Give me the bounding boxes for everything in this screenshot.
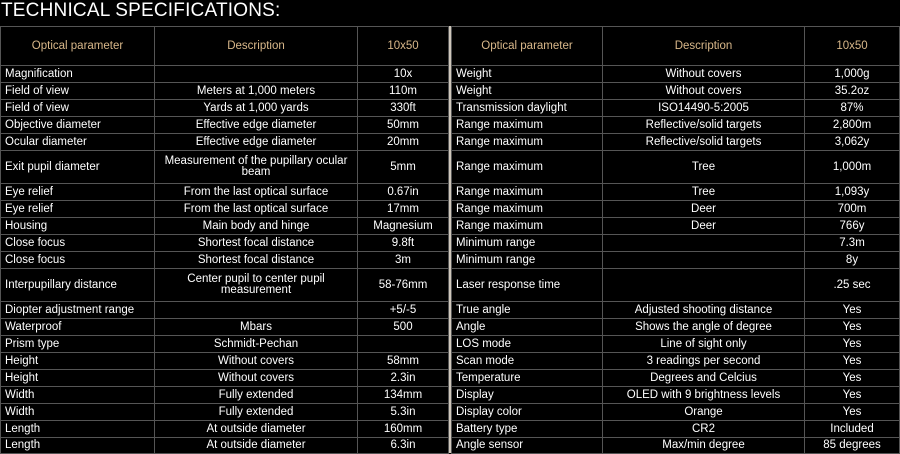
value-cell: 9.8ft (358, 235, 449, 252)
table-row (1, 421, 449, 438)
description-cell: Shows the angle of degree (603, 319, 805, 336)
description-cell: Tree (603, 151, 805, 184)
parameter-cell: Height (1, 370, 155, 387)
description-cell: Shortest focal distance (155, 252, 358, 269)
value-cell: 766y (805, 218, 900, 235)
value-cell: +5/-5 (358, 302, 449, 319)
parameter-cell: Length (1, 421, 155, 438)
table-row (1, 302, 449, 319)
left-spec-table (0, 26, 449, 454)
description-cell: At outside diameter (155, 438, 358, 454)
table-row (1, 218, 449, 235)
description-cell: Fully extended (155, 404, 358, 421)
table-row (452, 269, 900, 302)
description-cell: Main body and hinge (155, 218, 358, 235)
table-row (452, 134, 900, 151)
parameter-cell: Waterproof (1, 319, 155, 336)
parameter-cell: Weight (452, 83, 603, 100)
table-row (452, 370, 900, 387)
table-row (452, 151, 900, 184)
value-cell: 58-76mm (358, 269, 449, 302)
table-row (452, 83, 900, 100)
table-row (1, 387, 449, 404)
parameter-cell: Interpupillary distance (1, 269, 155, 302)
header-model: 10x50 (805, 27, 900, 66)
description-cell: Meters at 1,000 meters (155, 83, 358, 100)
value-cell: 700m (805, 201, 900, 218)
description-cell: ISO14490-5:2005 (603, 100, 805, 117)
table-row (1, 252, 449, 269)
description-cell: Without covers (603, 83, 805, 100)
value-cell: 7.3m (805, 235, 900, 252)
parameter-cell: Magnification (1, 66, 155, 83)
table-row (452, 404, 900, 421)
parameter-cell: Objective diameter (1, 117, 155, 134)
table-row (1, 370, 449, 387)
table-row (1, 66, 449, 83)
table-row (452, 117, 900, 134)
value-cell: 17mm (358, 201, 449, 218)
value-cell: 1,093y (805, 184, 900, 201)
table-row (1, 353, 449, 370)
value-cell: 160mm (358, 421, 449, 438)
description-cell: Shortest focal distance (155, 235, 358, 252)
description-cell: From the last optical surface (155, 184, 358, 201)
parameter-cell: Minimum range (452, 252, 603, 269)
header-description: Description (155, 27, 358, 66)
table-row (452, 353, 900, 370)
table-row (1, 100, 449, 117)
parameter-cell: Close focus (1, 252, 155, 269)
table-row (452, 387, 900, 404)
table-row (452, 66, 900, 83)
table-row (1, 404, 449, 421)
parameter-cell: Height (1, 353, 155, 370)
description-cell (155, 66, 358, 83)
parameter-cell: Ocular diameter (1, 134, 155, 151)
table-row (452, 336, 900, 353)
value-cell: 50mm (358, 117, 449, 134)
table-row (1, 184, 449, 201)
value-cell: Yes (805, 387, 900, 404)
description-cell (603, 235, 805, 252)
parameter-cell: LOS mode (452, 336, 603, 353)
parameter-cell: Length (1, 438, 155, 454)
parameter-cell: Field of view (1, 100, 155, 117)
parameter-cell: Width (1, 404, 155, 421)
description-cell: Degrees and Celcius (603, 370, 805, 387)
description-cell: Measurement of the pupillary ocular beam (155, 151, 358, 184)
description-cell: Deer (603, 201, 805, 218)
description-cell: OLED with 9 brightness levels (603, 387, 805, 404)
value-cell: 134mm (358, 387, 449, 404)
description-cell: Without covers (155, 353, 358, 370)
parameter-cell: Display (452, 387, 603, 404)
value-cell: .25 sec (805, 269, 900, 302)
description-cell: Max/min degree (603, 438, 805, 454)
parameter-cell: Eye relief (1, 201, 155, 218)
description-cell: Without covers (155, 370, 358, 387)
table-row (452, 201, 900, 218)
description-cell (603, 252, 805, 269)
description-cell: From the last optical surface (155, 201, 358, 218)
table-row (1, 269, 449, 302)
parameter-cell: Laser response time (452, 269, 603, 302)
left-header-row (1, 27, 449, 66)
value-cell: Yes (805, 404, 900, 421)
parameter-cell: Range maximum (452, 201, 603, 218)
parameter-cell: Housing (1, 218, 155, 235)
value-cell: Included (805, 421, 900, 438)
description-cell: Line of sight only (603, 336, 805, 353)
value-cell: 1,000g (805, 66, 900, 83)
value-cell: 58mm (358, 353, 449, 370)
table-row (1, 235, 449, 252)
table-row (1, 336, 449, 353)
value-cell: 87% (805, 100, 900, 117)
table-row (452, 235, 900, 252)
parameter-cell: Temperature (452, 370, 603, 387)
parameter-cell: Display color (452, 404, 603, 421)
description-cell (155, 302, 358, 319)
parameter-cell: Range maximum (452, 218, 603, 235)
parameter-cell: Angle (452, 319, 603, 336)
value-cell: 10x (358, 66, 449, 83)
table-row (452, 218, 900, 235)
parameter-cell: Minimum range (452, 235, 603, 252)
description-cell: Reflective/solid targets (603, 134, 805, 151)
value-cell: 500 (358, 319, 449, 336)
value-cell: 0.67in (358, 184, 449, 201)
header-optical-parameter: Optical parameter (1, 27, 155, 66)
value-cell: Yes (805, 302, 900, 319)
table-row (452, 252, 900, 269)
description-cell: Effective edge diameter (155, 134, 358, 151)
value-cell: 330ft (358, 100, 449, 117)
value-cell: 1,000m (805, 151, 900, 184)
parameter-cell: True angle (452, 302, 603, 319)
page-title: TECHNICAL SPECIFICATIONS: (1, 0, 281, 21)
table-row (452, 100, 900, 117)
description-cell (603, 269, 805, 302)
description-cell: Schmidt-Pechan (155, 336, 358, 353)
value-cell: Yes (805, 370, 900, 387)
spec-tables (0, 26, 900, 453)
table-row (452, 438, 900, 454)
value-cell: 8y (805, 252, 900, 269)
header-description: Description (603, 27, 805, 66)
parameter-cell: Range maximum (452, 151, 603, 184)
value-cell: 85 degrees (805, 438, 900, 454)
value-cell: 5mm (358, 151, 449, 184)
table-row (1, 438, 449, 454)
description-cell: Without covers (603, 66, 805, 83)
parameter-cell: Eye relief (1, 184, 155, 201)
header-model: 10x50 (358, 27, 449, 66)
value-cell: 5.3in (358, 404, 449, 421)
parameter-cell: Width (1, 387, 155, 404)
parameter-cell: Diopter adjustment range (1, 302, 155, 319)
parameter-cell: Range maximum (452, 117, 603, 134)
value-cell (358, 336, 449, 353)
value-cell: 20mm (358, 134, 449, 151)
value-cell: 110m (358, 83, 449, 100)
description-cell: At outside diameter (155, 421, 358, 438)
parameter-cell: Angle sensor (452, 438, 603, 454)
table-row (1, 151, 449, 184)
value-cell: Yes (805, 336, 900, 353)
value-cell: Magnesium (358, 218, 449, 235)
table-row (1, 117, 449, 134)
parameter-cell: Field of view (1, 83, 155, 100)
parameter-cell: Close focus (1, 235, 155, 252)
value-cell: 2.3in (358, 370, 449, 387)
parameter-cell: Scan mode (452, 353, 603, 370)
description-cell: Orange (603, 404, 805, 421)
parameter-cell: Exit pupil diameter (1, 151, 155, 184)
description-cell: CR2 (603, 421, 805, 438)
parameter-cell: Weight (452, 66, 603, 83)
description-cell: Reflective/solid targets (603, 117, 805, 134)
description-cell: Fully extended (155, 387, 358, 404)
table-row (1, 201, 449, 218)
description-cell: Adjusted shooting distance (603, 302, 805, 319)
table-row (1, 319, 449, 336)
table-row (452, 184, 900, 201)
description-cell: 3 readings per second (603, 353, 805, 370)
parameter-cell: Transmission daylight (452, 100, 603, 117)
parameter-cell: Battery type (452, 421, 603, 438)
table-row (452, 421, 900, 438)
parameter-cell: Range maximum (452, 134, 603, 151)
value-cell: Yes (805, 319, 900, 336)
table-row (1, 83, 449, 100)
description-cell: Deer (603, 218, 805, 235)
description-cell: Tree (603, 184, 805, 201)
value-cell: 3,062y (805, 134, 900, 151)
description-cell: Effective edge diameter (155, 117, 358, 134)
right-spec-table (451, 26, 900, 454)
header-optical-parameter: Optical parameter (452, 27, 603, 66)
value-cell: 6.3in (358, 438, 449, 454)
value-cell: 3m (358, 252, 449, 269)
parameter-cell: Range maximum (452, 184, 603, 201)
description-cell: Center pupil to center pupil measurement (155, 269, 358, 302)
table-row (452, 319, 900, 336)
table-row (1, 134, 449, 151)
description-cell: Mbars (155, 319, 358, 336)
value-cell: Yes (805, 353, 900, 370)
table-row (452, 302, 900, 319)
right-header-row (452, 27, 900, 66)
value-cell: 2,800m (805, 117, 900, 134)
description-cell: Yards at 1,000 yards (155, 100, 358, 117)
value-cell: 35.2oz (805, 83, 900, 100)
parameter-cell: Prism type (1, 336, 155, 353)
